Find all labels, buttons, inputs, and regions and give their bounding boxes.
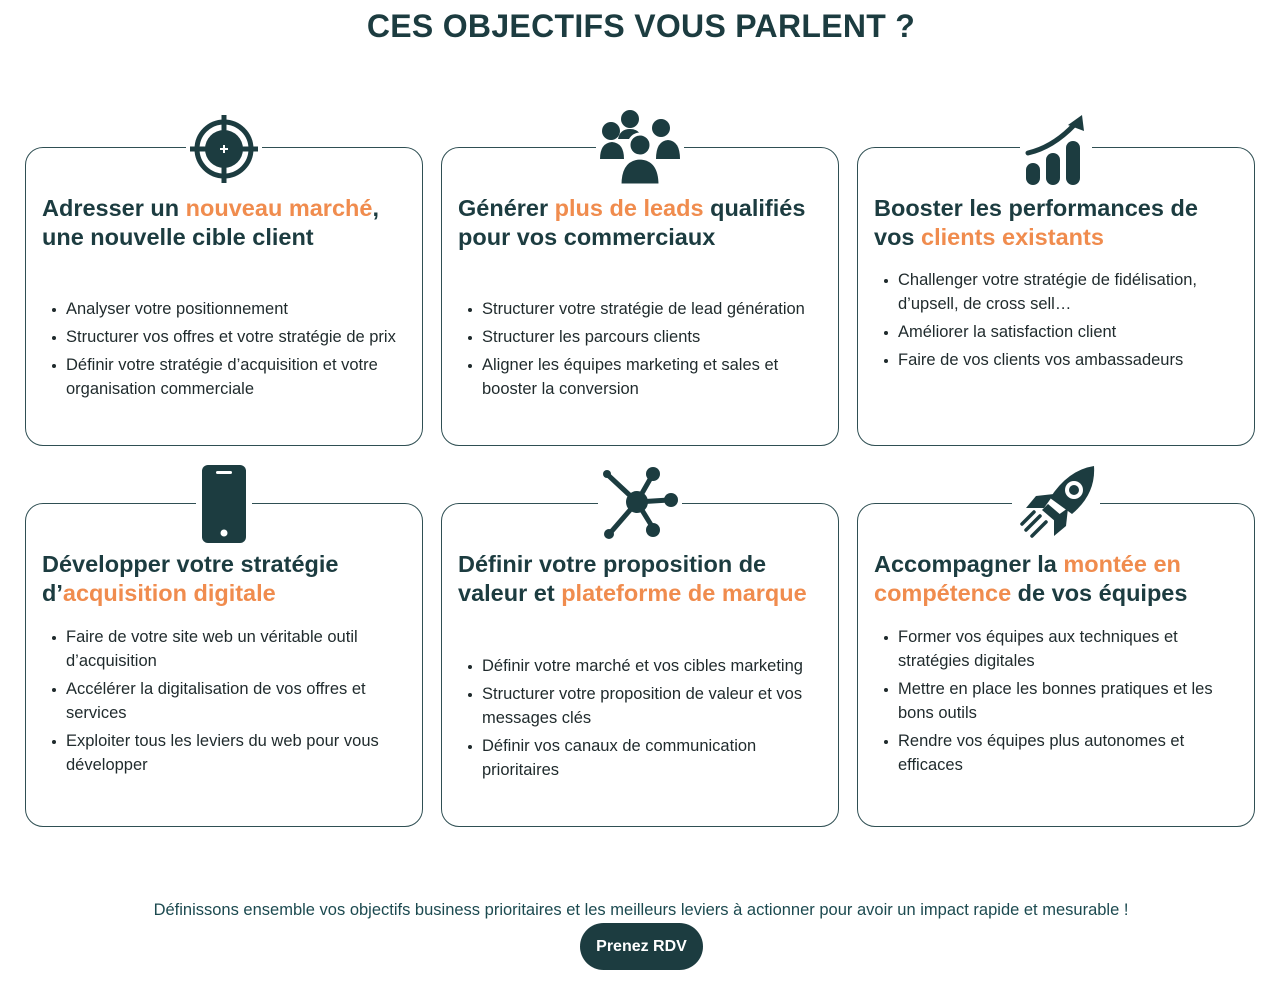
card-title: Générer plus de leads qualifiés pour vos commerciaux <box>458 195 806 250</box>
list-item: Aligner les équipes marketing et sales et booster la conversion <box>482 353 824 401</box>
objective-card-team-skills <box>857 503 1255 827</box>
card-title: Définir votre proposition de valeur et plateforme de marque <box>458 551 807 606</box>
list-item: Challenger votre stratégie de fidélisation, d’upsell, de cross sell… <box>898 268 1240 316</box>
list-item: Structurer vos offres et votre stratégie de prix <box>66 325 408 349</box>
smartphone-icon <box>196 464 252 544</box>
team-icon <box>596 108 684 188</box>
list-item: Analyser votre positionnement <box>66 297 408 321</box>
card-bullets <box>66 625 408 781</box>
card-bullets <box>898 625 1240 781</box>
objective-card-leads <box>441 147 839 446</box>
network-icon <box>598 464 682 544</box>
card-title: Accompagner la montée en compétence de vos équipes <box>874 551 1188 606</box>
card-title: Booster les performances de vos clients existants <box>874 195 1198 250</box>
list-item: Structurer votre stratégie de lead génération <box>482 297 824 321</box>
list-item: Définir vos canaux de communication prioritaires <box>482 734 824 782</box>
list-item: Définir votre marché et vos cibles marketing <box>482 654 824 678</box>
list-item: Accélérer la digitalisation de vos offres et services <box>66 677 408 725</box>
list-item: Faire de votre site web un véritable outil d’acquisition <box>66 625 408 673</box>
target-icon <box>186 109 262 189</box>
card-title: Développer votre stratégie d’acquisition digitale <box>42 551 339 606</box>
list-item: Exploiter tous les leviers du web pour vous développer <box>66 729 408 777</box>
rocket-icon <box>1012 464 1100 544</box>
card-bullets <box>482 654 824 786</box>
footer-text: Définissons ensemble vos objectifs business prioritaires et les meilleurs leviers à actionner pour avoir un impact rapide et mesurable ! <box>153 900 1129 919</box>
objective-card-digital-acquisition <box>25 503 423 827</box>
page-title: CES OBJECTIFS VOUS PARLENT ? <box>366 8 916 44</box>
list-item: Faire de vos clients vos ambassadeurs <box>898 348 1240 372</box>
list-item: Structurer les parcours clients <box>482 325 824 349</box>
growth-chart-icon <box>1020 110 1092 190</box>
list-item: Définir votre stratégie d’acquisition et votre organisation commerciale <box>66 353 408 401</box>
list-item: Rendre vos équipes plus autonomes et efficaces <box>898 729 1240 777</box>
list-item: Améliorer la satisfaction client <box>898 320 1240 344</box>
book-appointment-button[interactable]: Prenez RDV <box>580 923 703 970</box>
card-bullets <box>898 268 1240 376</box>
card-bullets <box>66 297 408 405</box>
list-item: Structurer votre proposition de valeur et vos messages clés <box>482 682 824 730</box>
objective-card-new-market <box>25 147 423 446</box>
objective-card-existing-clients <box>857 147 1255 446</box>
card-bullets <box>482 297 824 405</box>
card-title: Adresser un nouveau marché, une nouvelle cible client <box>42 195 379 250</box>
list-item: Former vos équipes aux techniques et stratégies digitales <box>898 625 1240 673</box>
list-item: Mettre en place les bonnes pratiques et les bons outils <box>898 677 1240 725</box>
objective-card-value-proposition <box>441 503 839 827</box>
